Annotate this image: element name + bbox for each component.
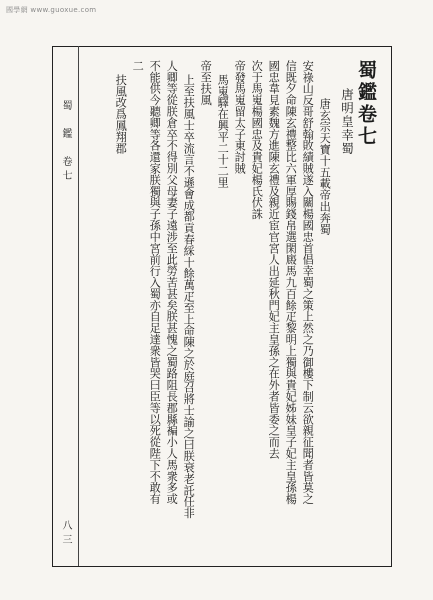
margin-divider <box>78 46 79 566</box>
text-column-13: 扶風改爲鳳翔郡 <box>114 74 128 154</box>
page-border-bottom <box>52 566 392 567</box>
page-border-top <box>52 46 392 47</box>
section-heading: 唐明皇幸蜀 <box>339 88 355 156</box>
watermark: 國學網 www.guoxue.com <box>6 6 97 14</box>
page-number: 八三 <box>60 520 71 548</box>
text-column-5: 次于馬嵬楊國忠及貴妃楊氏伏誅 <box>250 60 264 220</box>
text-column-10: 人卿等從朕倉卒不得別父母妻子遠涉至此勞苦甚矣朕甚愧之蜀路阻長郡縣褊小人馬衆多或 <box>165 60 179 505</box>
text-column-11: 不能供今聽卿等各還家朕獨與子孫中宮前行入蜀亦自足達衆皆哭曰臣等以死從陛下不敢有 <box>148 60 162 505</box>
text-column-3: 信既夕命陳玄禮整比六軍厚賜錢帛選閑廄馬九百餘疋黎明上獨與貴妃姊妹皇子妃主皇孫楊 <box>284 60 298 505</box>
page-border-left <box>52 46 53 566</box>
page-border-right <box>391 46 392 566</box>
text-column-8: 帝至扶風 <box>199 60 213 106</box>
text-column-7: 馬嵬驛在興平二十二里 <box>216 74 230 188</box>
margin-book-title: 蜀 鑑 卷七 <box>60 100 71 184</box>
text-column-12: 二 <box>131 60 145 72</box>
text-column-4: 國忠韋見素魏方進陳玄禮及親近宦官宮人出延秋門妃主皇孫之在外者皆委之而去 <box>267 60 281 459</box>
text-column-9: 上至扶風士卒流言不遜會成都貢春綵十餘萬疋至上命陳之於庭召將士諭之曰朕衰老託任非 <box>182 74 196 519</box>
text-column-1: 唐玄宗天寶十五載帝出奔蜀 <box>318 98 332 235</box>
page-title: 蜀鑑卷七 <box>355 60 377 148</box>
text-column-2: 安祿山反哥舒翰敗績賊遂入關楊國忠首倡幸蜀之策上然之乃御樓下制云欲親征聞者皆莫之 <box>301 60 315 505</box>
text-column-6: 帝發馬嵬留太子東討賊 <box>233 60 247 174</box>
